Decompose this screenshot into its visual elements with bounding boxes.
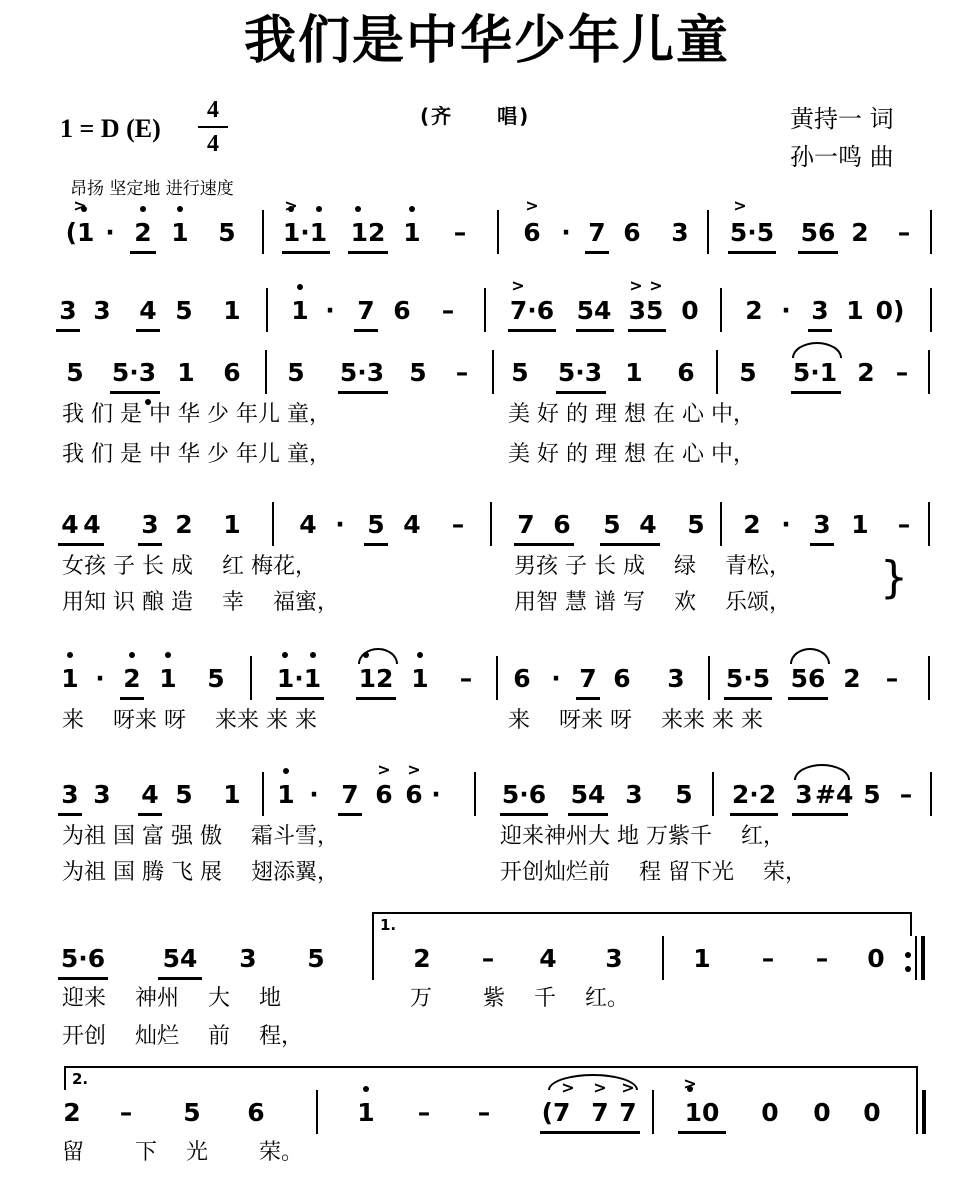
- high-dot: [363, 1086, 369, 1092]
- note: 7: [591, 1098, 609, 1127]
- note: 3: [239, 944, 257, 973]
- note: 3: [795, 780, 813, 809]
- lyric-verse-1: 女孩 子 长 成 红 梅花，: [62, 554, 317, 579]
- lyrics-row-8: [0, 1138, 974, 1178]
- note: 1: [159, 664, 177, 693]
- high-dot: [283, 768, 289, 774]
- note: 5·6: [501, 780, 547, 809]
- note: (1: [65, 218, 95, 247]
- note: 54: [162, 944, 198, 973]
- note: 1: [411, 664, 429, 693]
- underline: [568, 813, 608, 816]
- underline: [600, 543, 660, 546]
- note: 4: [299, 510, 317, 539]
- note: 1: [61, 664, 79, 693]
- note: 56: [800, 218, 836, 247]
- note: ·: [551, 664, 561, 693]
- note: –: [119, 1098, 133, 1127]
- score-row-7: [0, 926, 974, 986]
- accent-mark: >: [284, 196, 298, 215]
- high-dot: [177, 206, 183, 212]
- note: 0: [813, 1098, 831, 1127]
- note: 5·1: [792, 358, 838, 387]
- note: 1·1: [276, 664, 322, 693]
- note: ·: [781, 510, 791, 539]
- note: 5: [66, 358, 84, 387]
- note: 7: [341, 780, 359, 809]
- lyric-verse-1: 男孩 子 长 成 绿 青松，: [514, 554, 791, 579]
- barline: [250, 656, 252, 700]
- second-ending-label: 2.: [72, 1070, 89, 1088]
- note: –: [897, 510, 911, 539]
- underline: [556, 391, 606, 394]
- accent-mark: >: [733, 196, 747, 215]
- note: 2: [745, 296, 763, 325]
- underline: [791, 391, 841, 394]
- underline: [576, 697, 600, 700]
- note: ·: [325, 296, 335, 325]
- note: #4: [815, 780, 854, 809]
- underline: [508, 329, 556, 332]
- note: 6: [677, 358, 695, 387]
- slur: [792, 342, 842, 358]
- final-barline-thick: [922, 1090, 926, 1134]
- note: 4: [539, 944, 557, 973]
- note: 1: [851, 510, 869, 539]
- note: 5: [175, 296, 193, 325]
- note: 5: [175, 780, 193, 809]
- lyric-chorus: 来 呀来 呀 来来 来 来: [508, 708, 763, 733]
- accent-mark: >: [561, 1078, 575, 1097]
- note: –: [459, 664, 473, 693]
- high-dot: [282, 652, 288, 658]
- note: 2: [134, 218, 152, 247]
- note: ·: [431, 780, 441, 809]
- barline: [928, 350, 930, 394]
- accent-mark: >: [649, 276, 663, 295]
- note: 4: [83, 510, 101, 539]
- note: –: [885, 664, 899, 693]
- note: 35: [628, 296, 664, 325]
- barline: [928, 656, 930, 700]
- note: 0): [875, 296, 905, 325]
- underline: [136, 329, 160, 332]
- barline: [930, 288, 932, 332]
- accent-mark: >: [73, 196, 87, 215]
- lyric-verse-1: 我 们 是 中 华 少 年儿 童，: [62, 402, 331, 427]
- note: 7: [579, 664, 597, 693]
- underline: [500, 813, 548, 816]
- note: 1: [291, 296, 309, 325]
- lyric-verse-1: 迎来 神州 大 地: [62, 986, 281, 1011]
- barline: [272, 502, 274, 546]
- barline: [474, 772, 476, 816]
- high-dot: [409, 206, 415, 212]
- note: 7: [619, 1098, 637, 1127]
- underline: [514, 543, 574, 546]
- note: 0: [867, 944, 885, 973]
- barline: [928, 502, 930, 546]
- note: 1: [846, 296, 864, 325]
- accent-mark: >: [525, 196, 539, 215]
- note: –: [761, 944, 775, 973]
- credits: [790, 100, 894, 176]
- lyrics-row-5: [0, 706, 974, 746]
- note: 3: [671, 218, 689, 247]
- note: ·: [561, 218, 571, 247]
- lyric-verse-2: 我 们 是 中 华 少 年儿 童，: [62, 442, 331, 467]
- tempo-marking: 昂扬 坚定地 进行速度: [70, 179, 234, 199]
- note: ·: [105, 218, 115, 247]
- high-dot: [140, 206, 146, 212]
- underline: [354, 329, 378, 332]
- final-barline: [916, 1090, 918, 1134]
- note: 5: [739, 358, 757, 387]
- note: 5: [603, 510, 621, 539]
- note: 2: [123, 664, 141, 693]
- note: –: [453, 218, 467, 247]
- high-dot: [355, 206, 361, 212]
- note: 7·6: [509, 296, 555, 325]
- underline: [138, 813, 162, 816]
- barline: [372, 936, 374, 980]
- note: 6: [393, 296, 411, 325]
- barline: [930, 772, 932, 816]
- note: 2: [413, 944, 431, 973]
- note: 3: [59, 296, 77, 325]
- barline: [316, 1090, 318, 1134]
- note: 5·3: [557, 358, 603, 387]
- underline: [130, 251, 156, 254]
- lyrics-row-3: [0, 400, 974, 467]
- lyric-verse-2: 用智 慧 谱 写 欢 乐颂，: [514, 590, 791, 615]
- underline: [728, 251, 776, 254]
- underline: [338, 391, 388, 394]
- note: 12: [358, 664, 394, 693]
- note: 3: [667, 664, 685, 693]
- key-signature: 1 = D (E): [60, 114, 161, 143]
- lyric-verse-2: 开创 灿烂 前 程，: [62, 1024, 303, 1049]
- lyric-verse-2: 开创灿烂前 程 留下光 荣，: [500, 860, 807, 885]
- lyric-verse-1: 迎来神州大 地 万紫千 红，: [500, 824, 785, 849]
- note: ·: [335, 510, 345, 539]
- underline: [56, 329, 80, 332]
- note: –: [477, 1098, 491, 1127]
- note: ·: [781, 296, 791, 325]
- note: 5: [367, 510, 385, 539]
- note: 0: [761, 1098, 779, 1127]
- slur: [794, 764, 850, 780]
- barline: [662, 936, 664, 980]
- note: 6: [523, 218, 541, 247]
- note: 1: [357, 1098, 375, 1127]
- performance-mode: (齐 唱): [420, 104, 531, 128]
- score-row-1: [0, 196, 974, 260]
- note: 5: [307, 944, 325, 973]
- underline: [810, 543, 834, 546]
- note: 5·6: [60, 944, 106, 973]
- underline: [540, 1131, 640, 1134]
- note: 5: [409, 358, 427, 387]
- note: –: [441, 296, 455, 325]
- note: 2: [63, 1098, 81, 1127]
- accent-mark: >: [629, 276, 643, 295]
- note: 6: [613, 664, 631, 693]
- note: 5: [511, 358, 529, 387]
- barline: [652, 1090, 654, 1134]
- accent-mark: >: [511, 276, 525, 295]
- underline: [58, 543, 104, 546]
- note: 6: [513, 664, 531, 693]
- note: 4: [139, 296, 157, 325]
- underline: [276, 697, 324, 700]
- note: 1: [223, 510, 241, 539]
- high-dot: [165, 652, 171, 658]
- barline: [720, 502, 722, 546]
- underline: [158, 977, 202, 980]
- note: 1: [625, 358, 643, 387]
- barline: [262, 772, 264, 816]
- note: 3: [625, 780, 643, 809]
- composer: 孙一鸣 曲: [790, 143, 894, 171]
- note: 6: [553, 510, 571, 539]
- note: –: [417, 1098, 431, 1127]
- score-row-8: [0, 1074, 974, 1140]
- note: 1: [693, 944, 711, 973]
- underline: [730, 813, 778, 816]
- note: 3: [605, 944, 623, 973]
- underline: [798, 251, 838, 254]
- lyric-verse-2: 为祖 国 腾 飞 展 翅添翼，: [62, 860, 339, 885]
- high-dot: [129, 652, 135, 658]
- repeat-dot: [905, 952, 911, 958]
- lyrics-row-7: [0, 984, 974, 1049]
- accent-mark: >: [683, 1074, 697, 1093]
- score-row-4: [0, 492, 974, 552]
- note: 6: [247, 1098, 265, 1127]
- note: 2: [843, 664, 861, 693]
- underline: [58, 813, 82, 816]
- barline: [708, 656, 710, 700]
- note: 4: [61, 510, 79, 539]
- note: 6: [623, 218, 641, 247]
- repeat-barline: [915, 936, 917, 980]
- score-row-6: [0, 762, 974, 822]
- note: 0: [681, 296, 699, 325]
- note: –: [481, 944, 495, 973]
- note: –: [451, 510, 465, 539]
- meter-top: 4: [207, 97, 219, 123]
- underline: [678, 1131, 726, 1134]
- underline: [585, 251, 609, 254]
- underline: [364, 543, 388, 546]
- barline: [930, 210, 932, 254]
- lyric-ending: 留 下 光 荣。: [62, 1140, 303, 1165]
- note: 3: [93, 780, 111, 809]
- note: –: [815, 944, 829, 973]
- barline: [720, 288, 722, 332]
- note: 5: [687, 510, 705, 539]
- note: 5·5: [729, 218, 775, 247]
- barline: [496, 656, 498, 700]
- barline: [484, 288, 486, 332]
- score-row-3: [0, 340, 974, 400]
- note: –: [455, 358, 469, 387]
- underline: [808, 329, 832, 332]
- lyrics-row-4: [0, 552, 974, 615]
- high-dot: [297, 284, 303, 290]
- accent-mark: >: [377, 760, 391, 779]
- note: 1: [223, 780, 241, 809]
- high-dot: [363, 652, 369, 658]
- note: 3: [811, 296, 829, 325]
- accent-mark: >: [621, 1078, 635, 1097]
- note: 4: [403, 510, 421, 539]
- underline: [58, 977, 108, 980]
- note: 6: [223, 358, 241, 387]
- note: 7: [517, 510, 535, 539]
- note: 7: [357, 296, 375, 325]
- barline: [716, 350, 718, 394]
- note: 2: [851, 218, 869, 247]
- high-dot: [316, 206, 322, 212]
- score-row-2: [0, 278, 974, 338]
- note: 5: [218, 218, 236, 247]
- note: (7: [541, 1098, 571, 1127]
- barline: [497, 210, 499, 254]
- note: 54: [570, 780, 606, 809]
- underline: [356, 697, 396, 700]
- note: –: [899, 780, 913, 809]
- underline: [348, 251, 388, 254]
- note: 10: [684, 1098, 720, 1127]
- note: ·: [95, 664, 105, 693]
- barline: [490, 502, 492, 546]
- high-dot: [310, 652, 316, 658]
- note: 2: [857, 358, 875, 387]
- high-dot: [417, 652, 423, 658]
- note: 56: [790, 664, 826, 693]
- score-row-5: [0, 646, 974, 706]
- lyric-chorus: 来 呀来 呀 来来 来 来: [62, 708, 317, 733]
- note: 5·5: [725, 664, 771, 693]
- note: 1·1: [282, 218, 328, 247]
- barline: [707, 210, 709, 254]
- lyric-verse-1: 美 好 的 理 想 在 心 中，: [508, 402, 755, 427]
- note: 1: [277, 780, 295, 809]
- note: 54: [576, 296, 612, 325]
- note: 3: [141, 510, 159, 539]
- note: –: [895, 358, 909, 387]
- barline: [266, 288, 268, 332]
- note: 2: [175, 510, 193, 539]
- high-dot: [67, 652, 73, 658]
- note: 0: [863, 1098, 881, 1127]
- underline: [338, 813, 362, 816]
- note: 6: [405, 780, 423, 809]
- note: 2·2: [731, 780, 777, 809]
- note: 1: [403, 218, 421, 247]
- lyrics-row-6: [0, 822, 974, 885]
- note: 5: [183, 1098, 201, 1127]
- song-title: 我们是中华少年儿童: [243, 11, 730, 71]
- underline: [792, 813, 848, 816]
- note: 5·3: [111, 358, 157, 387]
- barline: [712, 772, 714, 816]
- underline: [788, 697, 828, 700]
- repeat-dot: [905, 966, 911, 972]
- underline: [120, 697, 144, 700]
- note: 3: [813, 510, 831, 539]
- note: 1: [223, 296, 241, 325]
- note: 3: [61, 780, 79, 809]
- barline: [262, 210, 264, 254]
- underline: [576, 329, 614, 332]
- note: 12: [350, 218, 386, 247]
- barline: [265, 350, 267, 394]
- note: 2: [743, 510, 761, 539]
- lyric-verse-2: 美 好 的 理 想 在 心 中，: [508, 442, 755, 467]
- note: ·: [309, 780, 319, 809]
- barline: [492, 350, 494, 394]
- underline: [724, 697, 772, 700]
- note: 6: [375, 780, 393, 809]
- underline: [628, 329, 666, 332]
- note: 4: [141, 780, 159, 809]
- repeat-barline-thick: [921, 936, 925, 980]
- note: 1: [171, 218, 189, 247]
- underline: [110, 391, 160, 394]
- meter-bottom: 4: [207, 131, 219, 157]
- note: 5: [863, 780, 881, 809]
- verse-brace: }: [880, 552, 908, 603]
- lyricist: 黄持一 词: [790, 105, 894, 133]
- lyric-verse-1: 万 紫 千 红。: [410, 986, 629, 1011]
- note: 7: [588, 218, 606, 247]
- note: 5·3: [339, 358, 385, 387]
- first-ending-label: 1.: [380, 916, 397, 934]
- meter-line: [198, 126, 228, 128]
- underline: [282, 251, 330, 254]
- note: 1: [177, 358, 195, 387]
- accent-mark: >: [407, 760, 421, 779]
- accent-mark: >: [593, 1078, 607, 1097]
- note: –: [897, 218, 911, 247]
- underline: [138, 543, 162, 546]
- note: 4: [639, 510, 657, 539]
- note: 5: [287, 358, 305, 387]
- note: 5: [207, 664, 225, 693]
- note: 3: [93, 296, 111, 325]
- lyric-verse-1: 为祖 国 富 强 傲 霜斗雪，: [62, 824, 339, 849]
- time-signature: [198, 96, 228, 158]
- note: 5: [675, 780, 693, 809]
- slur: [790, 648, 830, 664]
- lyric-verse-2: 用知 识 酿 造 幸 福蜜，: [62, 590, 339, 615]
